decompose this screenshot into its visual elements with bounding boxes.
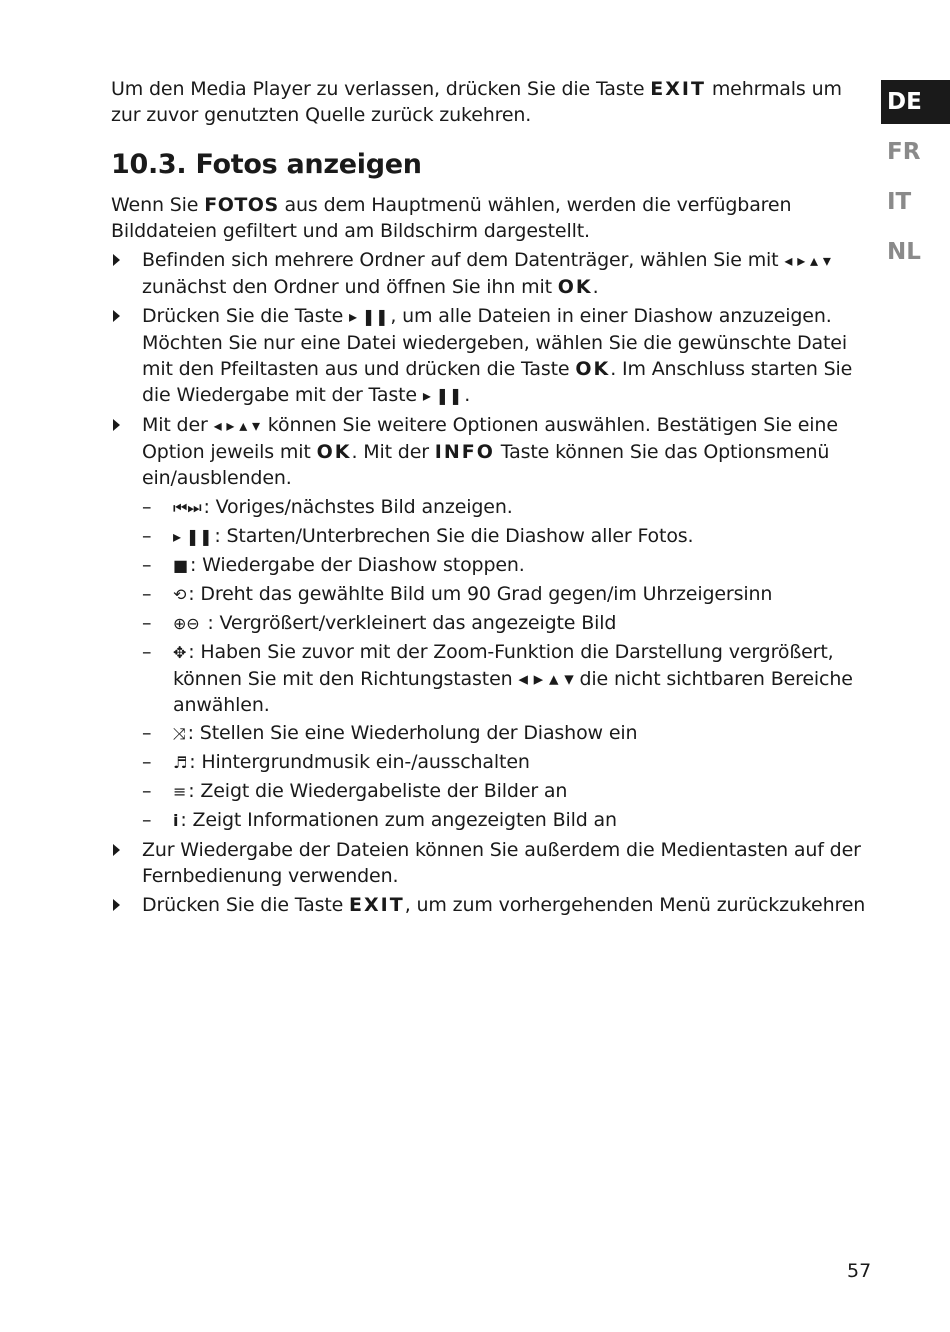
play-pause-icon: ▸ ❚❚ bbox=[173, 527, 213, 546]
dash-marker: – bbox=[142, 641, 152, 663]
list-item bbox=[111, 303, 871, 409]
lead-text-end: aus dem Hauptmenü wählen, werden die verfügbaren Bilddateien gefiltert und am Bildschirm dargestellt. bbox=[111, 194, 792, 242]
option-item bbox=[142, 523, 871, 550]
section-lead bbox=[111, 192, 871, 244]
shuffle-icon: ⤨ bbox=[173, 724, 186, 743]
ok-key-label: OK bbox=[316, 441, 352, 463]
option-item bbox=[142, 639, 871, 718]
music-icon: ♬ bbox=[173, 753, 188, 772]
option-text: : Dreht das gewählte Bild um 90 Grad gegen/im Uhrzeigersinn bbox=[188, 583, 773, 605]
dash-marker: – bbox=[142, 780, 152, 802]
dash-marker: – bbox=[142, 583, 152, 605]
option-text: : Haben Sie zuvor mit der Zoom-Funktion die Darstellung vergrößert, können Sie mit den Richtungstasten ◂ ▸ ▴ ▾ die nicht sichtbaren Bereiche anwählen. bbox=[173, 641, 853, 716]
item-text: , um zum vorhergehenden Menü zurückzukehren bbox=[404, 894, 866, 916]
dash-marker: – bbox=[142, 751, 152, 773]
bullet-arrow-icon bbox=[113, 844, 120, 856]
item-text: , um alle Dateien in einer Diashow anzuzeigen. Möchten Sie nur eine Datei wiedergeben, wählen Sie die gewünschte Datei mit den Pfeiltasten aus und drücken die Taste bbox=[142, 305, 847, 380]
item-text: zunächst den Ordner und öffnen Sie ihn mit bbox=[142, 276, 558, 298]
stop-icon: ■ bbox=[173, 556, 188, 575]
dash-marker: – bbox=[142, 554, 152, 576]
item-text: Zur Wiedergabe der Dateien können Sie außerdem die Medientasten auf der Fernbedienung verwenden. bbox=[142, 839, 861, 887]
page-content bbox=[111, 76, 871, 918]
arrow-keys-icon: ◂ ▸ ▴ ▾ bbox=[784, 251, 831, 270]
item-text: . bbox=[592, 276, 599, 298]
language-tab-fr[interactable]: FR bbox=[887, 139, 921, 165]
play-pause-icon: ▸ ❚❚ bbox=[422, 386, 463, 405]
move-icon: ✥ bbox=[173, 643, 187, 662]
option-item bbox=[142, 494, 871, 521]
item-text: Drücken Sie die Taste bbox=[142, 305, 350, 327]
exit-key-label: EXIT bbox=[349, 894, 405, 916]
fotos-key-label: FOTOS bbox=[204, 194, 279, 216]
option-text: : Hintergrundmusik ein-/ausschalten bbox=[189, 751, 530, 773]
item-text: . Im Anschluss starten Sie die Wiedergabe mit der Taste bbox=[142, 358, 853, 406]
zoom-icon: ⊕⊖ bbox=[173, 614, 200, 633]
list-item bbox=[111, 892, 871, 918]
option-item bbox=[142, 778, 871, 805]
ok-key-label: OK bbox=[575, 358, 611, 380]
option-list bbox=[142, 494, 871, 834]
option-text: : Starten/Unterbrechen Sie die Diashow aller Fotos. bbox=[214, 525, 694, 547]
list-item bbox=[111, 837, 871, 889]
arrow-keys-icon: ◂ ▸ ▴ ▾ bbox=[213, 416, 260, 435]
bullet-arrow-icon bbox=[113, 419, 120, 431]
item-text: Drücken Sie die Taste bbox=[142, 894, 350, 916]
intro-text-end: mehrmals um zur zuvor genutzten Quelle zurück zukehren. bbox=[111, 78, 842, 126]
option-item bbox=[142, 552, 871, 579]
dash-marker: – bbox=[142, 612, 152, 634]
item-text: Taste können Sie das Optionsmenü ein/ausblenden. bbox=[142, 441, 830, 489]
option-text: : Vergrößert/verkleinert das angezeigte Bild bbox=[201, 612, 617, 634]
item-text: . Mit der bbox=[351, 441, 435, 463]
info-key-label: INFO bbox=[434, 441, 495, 463]
option-text: : Wiedergabe der Diashow stoppen. bbox=[189, 554, 525, 576]
bullet-arrow-icon bbox=[113, 310, 120, 322]
intro-text: Um den Media Player zu verlassen, drücken Sie die Taste bbox=[111, 78, 651, 100]
playlist-icon: ≡ bbox=[173, 782, 187, 801]
exit-key-label: EXIT bbox=[650, 78, 706, 100]
section-heading: 10.3. Fotos anzeigen bbox=[111, 149, 422, 180]
option-item bbox=[142, 807, 871, 834]
item-text: . bbox=[464, 384, 471, 406]
language-tab-de[interactable]: DE bbox=[881, 80, 950, 124]
item-text: können Sie weitere Optionen auswählen. Bestätigen Sie eine Option jeweils mit bbox=[142, 414, 838, 463]
option-text: : Zeigt die Wiedergabeliste der Bilder an bbox=[188, 780, 568, 802]
language-tab-nl[interactable]: NL bbox=[887, 239, 921, 265]
list-item bbox=[111, 247, 871, 300]
dash-marker: – bbox=[142, 809, 152, 831]
page-number: 57 bbox=[847, 1260, 872, 1282]
play-pause-icon: ▸ ❚❚ bbox=[349, 307, 389, 326]
option-text: : Zeigt Informationen zum angezeigten Bild an bbox=[180, 809, 617, 831]
option-item bbox=[142, 610, 871, 637]
option-item bbox=[142, 720, 871, 747]
dash-marker: – bbox=[142, 722, 152, 744]
bullet-arrow-icon bbox=[113, 899, 120, 911]
option-item bbox=[142, 581, 871, 608]
language-tab-it[interactable]: IT bbox=[887, 189, 912, 215]
bullet-arrow-icon bbox=[113, 254, 120, 266]
item-text: Befinden sich mehrere Ordner auf dem Datenträger, wählen Sie mit bbox=[142, 249, 785, 271]
language-tabs bbox=[881, 80, 950, 280]
instruction-list bbox=[111, 247, 871, 918]
dash-marker: – bbox=[142, 525, 152, 547]
list-item bbox=[111, 412, 871, 834]
item-text: Mit der bbox=[142, 414, 214, 436]
info-icon: i bbox=[173, 811, 179, 830]
rotate-icon: ⟲ bbox=[173, 585, 187, 604]
option-text: : Voriges/nächstes Bild anzeigen. bbox=[203, 496, 513, 518]
option-item bbox=[142, 749, 871, 776]
option-text: : Stellen Sie eine Wiederholung der Diashow ein bbox=[187, 722, 638, 744]
ok-key-label: OK bbox=[557, 276, 593, 298]
dash-marker: – bbox=[142, 496, 152, 518]
intro-paragraph bbox=[111, 76, 871, 128]
lead-text: Wenn Sie bbox=[111, 194, 205, 216]
skip-icon: ⏮⏭ bbox=[173, 498, 202, 517]
